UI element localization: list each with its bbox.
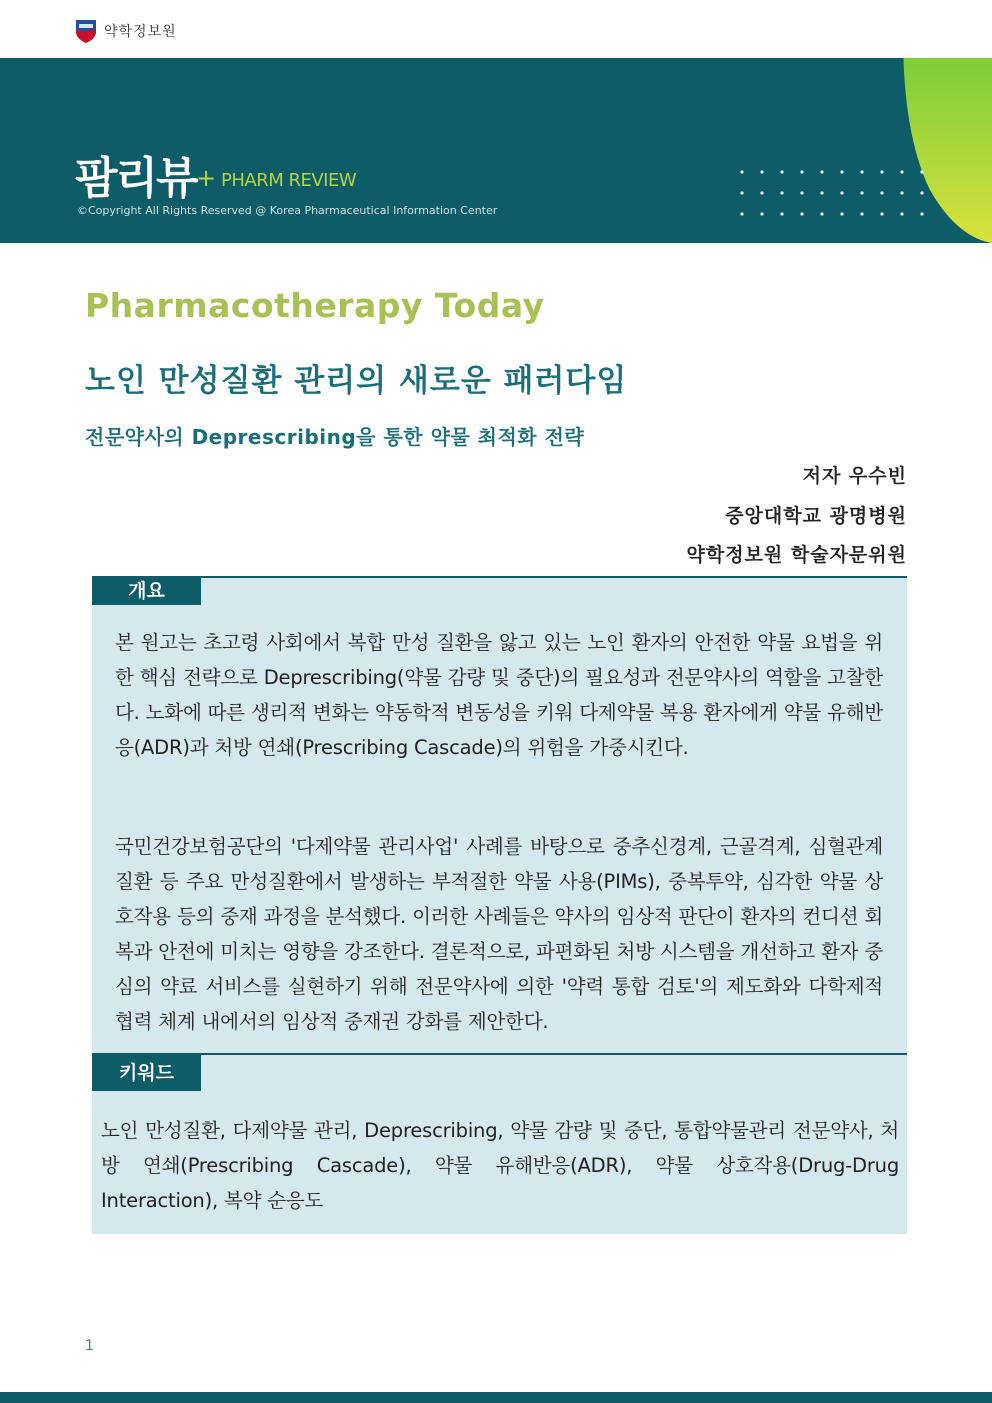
copyright-notice: ©Copyright All Rights Reserved @ Korea Pharmaceutical Information Center [77, 204, 498, 217]
org-logo [74, 18, 177, 44]
abstract-rule [92, 576, 907, 578]
brand-subtitle: PHARM REVIEW [221, 170, 357, 191]
series-title: Pharmacotherapy Today [85, 286, 545, 325]
top-strip [0, 0, 992, 58]
keywords-label: 키워드 [92, 1055, 201, 1091]
summary-box [92, 576, 907, 1234]
abstract-paragraph-2: 국민건강보험공단의 '다제약물 관리사업' 사례를 바탕으로 중추신경계, 근골격계, 심혈관계 질환 등 주요 만성질환에서 발생하는 부적절한 약물 사용(PIMs), 중복투약, 심각한 약물 상호작용 등의 중재 과정을 분석했다. 이러한 사례들은 약사의 임상적 판단이 환자의 컨디션 회복과 안전에 미치는 영향을 강조한다. 결론적으로, 파편화된 처방 시스템을 개선하고 환자 중심의 약료 서비스를 실현하기 위해 전문약사에 의한 '약력 통합 검토'의 제도화와 다학제적 협력 체계 내에서의 임상적 중재권 강화를 제안한다. [115, 835, 883, 1033]
keywords-text: 노인 만성질환, 다제약물 관리, Deprescribing, 약물 감량 및 중단, 통합약물관리 전문약사, 처방 연쇄(Prescribing Cascade), 약물 유해반응(ADR), 약물 상호작용(Drug-Drug Interaction), 복약 순응도 [101, 1119, 899, 1212]
keywords-rule [92, 1053, 907, 1055]
kpic-shield-icon [74, 18, 98, 44]
header-banner [0, 58, 992, 243]
article-subtitle: 전문약사의 Deprescribing을 통한 약물 최적화 전략 [85, 425, 585, 449]
abstract-paragraph-1: 본 원고는 초고령 사회에서 복합 만성 질환을 앓고 있는 노인 환자의 안전한 약물 요법을 위한 핵심 전략으로 Deprescribing(약물 감량 및 중단)의 필요성과 전문약사의 역할을 고찰한다. 노화에 따른 생리적 변화는 약동학적 변동성을 키워 다제약물 복용 환자에게 약물 유해반응(ADR)과 처방 연쇄(Prescribing Cascade)의 위험을 가중시킨다. [115, 631, 883, 759]
org-name: 약학정보원 [104, 24, 177, 40]
article-title: 노인 만성질환 관리의 새로운 패러다임 [85, 363, 628, 399]
footer-bar [0, 1392, 992, 1403]
page-number: 1 [85, 1338, 94, 1354]
brand-plus: + [196, 164, 217, 192]
brand-title: 팜리뷰 [75, 153, 197, 204]
author-affiliation: 중앙대학교 광명병원 [725, 505, 907, 527]
author-name: 저자 우수빈 [802, 465, 907, 487]
author-role: 약학정보원 학술자문위원 [686, 544, 907, 566]
abstract-label: 개요 [92, 577, 201, 605]
